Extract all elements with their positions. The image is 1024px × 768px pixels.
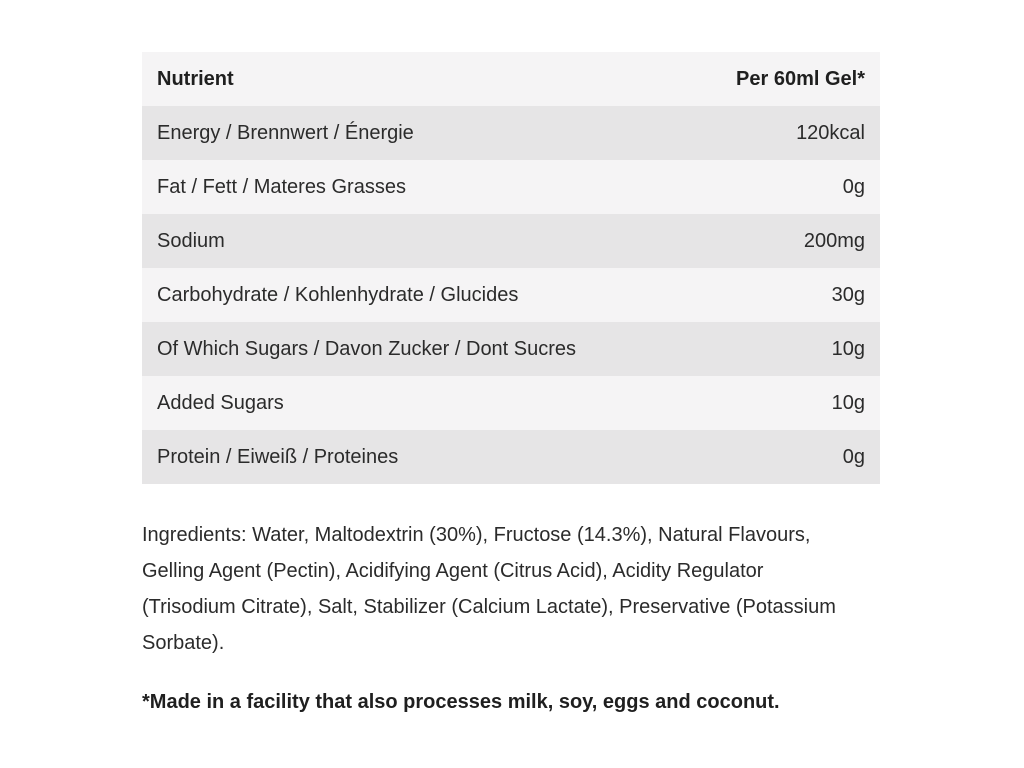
table-row	[142, 268, 880, 322]
table-row	[142, 376, 880, 430]
table-header-row	[142, 52, 880, 106]
table-row	[142, 106, 880, 160]
nutrition-panel	[142, 52, 880, 714]
nutrient-amount: 30g	[687, 268, 880, 322]
nutrient-amount: 10g	[687, 376, 880, 430]
nutrient-name: Of Which Sugars / Davon Zucker / Dont Sucres	[142, 322, 687, 376]
nutrient-amount: 120kcal	[687, 106, 880, 160]
table-row	[142, 160, 880, 214]
allergen-note: *Made in a facility that also processes milk, soy, eggs and coconut.	[142, 691, 780, 713]
nutrient-name: Energy / Brennwert / Énergie	[142, 106, 687, 160]
nutrient-name: Carbohydrate / Kohlenhydrate / Glucides	[142, 268, 687, 322]
table-row	[142, 214, 880, 268]
nutrition-table	[142, 52, 880, 484]
table-row	[142, 322, 880, 376]
nutrient-amount: 0g	[687, 430, 880, 484]
ingredients-text: Ingredients: Water, Maltodextrin (30%), Fructose (14.3%), Natural Flavours, Gelling Agent (Pectin), Acidifying Agent (Citrus Acid), Acidity Regulator (Trisodium Citrate), Salt, Stabilizer (Calcium Lactate), Preservative (Potassium Sorbate).	[142, 524, 836, 654]
column-header-nutrient: Nutrient	[142, 52, 687, 106]
nutrient-amount: 0g	[687, 160, 880, 214]
nutrient-amount: 10g	[687, 322, 880, 376]
column-header-amount: Per 60ml Gel*	[687, 52, 880, 106]
nutrient-name: Protein / Eiweiß / Proteines	[142, 430, 687, 484]
nutrient-name: Sodium	[142, 214, 687, 268]
table-row	[142, 430, 880, 484]
nutrient-name: Added Sugars	[142, 376, 687, 430]
nutrient-amount: 200mg	[687, 214, 880, 268]
nutrient-name: Fat / Fett / Materes Grasses	[142, 160, 687, 214]
